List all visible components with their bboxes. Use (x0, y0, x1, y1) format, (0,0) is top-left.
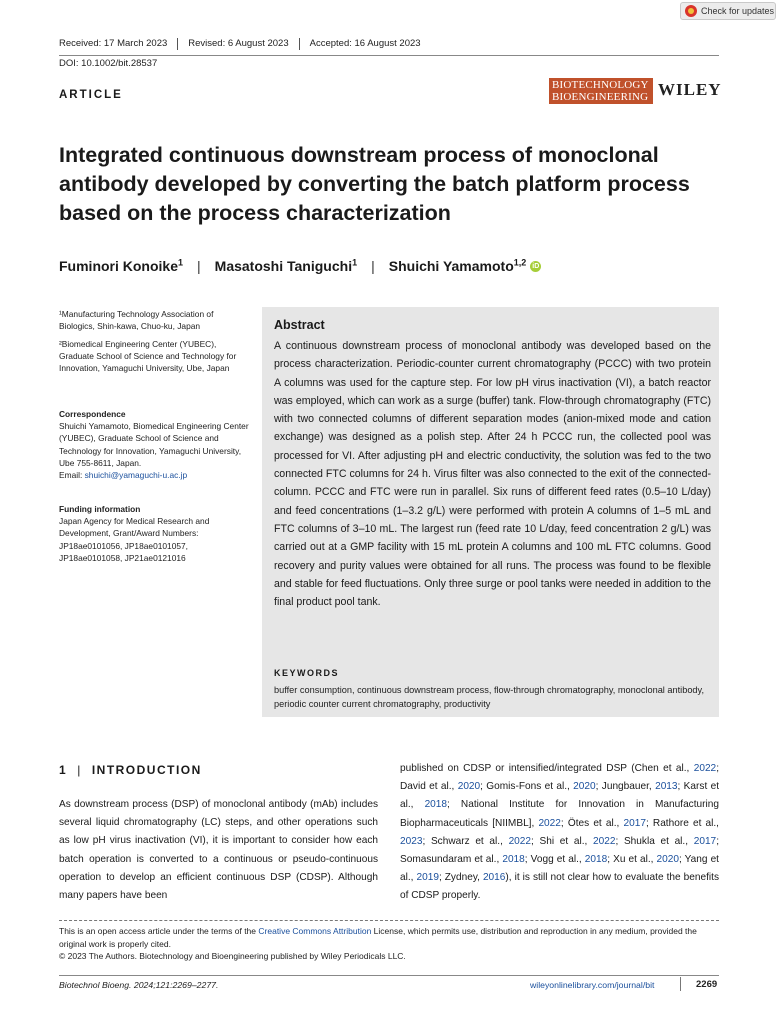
intro-text-segment: ; National Institute for Innovation in Manufacturing Biopharmaceuticals [NIIMBL], (400, 799, 719, 829)
email-label: Email: (59, 470, 85, 481)
intro-text-segment: published on CDSP or intensified/integrated DSP (Chen et al., (400, 763, 694, 774)
journal-citation: Biotechnol Bioeng. 2024;121:2269–2277. (59, 980, 219, 990)
citation-link[interactable]: 2022 (508, 835, 532, 847)
author-1[interactable]: Fuminori Konoike$^1$ (59, 257, 184, 274)
correspondence-block (59, 408, 249, 481)
check-for-updates-label: Check for updates (701, 6, 775, 16)
journal-url-link[interactable]: wileyonlinelibrary.com/journal/bit (530, 980, 655, 990)
accepted-date: Accepted: 16 August 2023 (299, 38, 431, 50)
keywords-heading: KEYWORDS (274, 668, 340, 678)
intro-text-segment: ; Yang et al., (400, 854, 719, 884)
email-link[interactable]: shuichi@yamaguchi-u.ac.jp (84, 470, 188, 481)
intro-text-segment: ; Rathore et al., (645, 817, 719, 829)
intro-text-segment: ; Ötes et al., (560, 817, 624, 829)
intro-text-segment: ; David et al., (400, 763, 719, 793)
intro-text-segment: ), it is still not clear how to evaluate the benefits of CDSP properly. (400, 872, 719, 902)
funding-block (59, 503, 249, 564)
footer-separator (680, 977, 681, 991)
check-for-updates-button[interactable] (680, 2, 776, 20)
abstract-text: A continuous downstream process of monoclonal antibody was developed based on the process characterization. Periodic-counter current chromatography (PCCC) with two protein A columns was used for the capture step. For low pH virus inactivation (VI), a batch reactor was employed, which can work as a surge (buffer) tank. Flow-through chromatography (FTC) with two connected columns of different separation modes (anion-mixed mode and cation exchange) was designed as a polish step. After 24 h PCCC run, the collected pool was processed for VI. After adjusting pH and electric conductivity, the solution was fed to the two connected FTC columns for 24 h. Virus filter was also connected to the exit of the connected-column. PCCC and FTC were run in parallel. Six runs of different feed rates (0.5–10 L/day) and feed concentrations (1–3.2 g/L) were performed with protein A columns of 1–5 mL and FTC columns of 3–10 mL. The largest run (feed rate 10 L/day, feed concentration 2 g/L) was carried out at a GMP facility with 15 mL protein A columns and 100 mL FTC columns. Good recovery and purity values were obtained for all runs. The process was found to be flexible and stable for feed fluctuations. Only three surge or pool tanks were needed in addition to the final product pool tank. (274, 340, 711, 609)
license-text: This is an open access article under the terms of the (59, 926, 259, 936)
abstract-heading: Abstract (274, 318, 325, 332)
citation-link[interactable]: 2020 (457, 781, 481, 793)
intro-text-segment: ; Schwarz et al., (422, 835, 509, 847)
header-divider (59, 55, 719, 56)
article-title: Integrated continuous downstream process of monoclonal antibody developed by converting the batch platform process based on the process characterization (59, 143, 690, 225)
intro-text-segment: ; Somasundaram et al., (400, 835, 719, 866)
revised-date: Revised: 6 August 2023 (177, 38, 298, 50)
author-separator: | (197, 258, 201, 274)
citation-link[interactable]: 2018 (502, 854, 525, 866)
citation-link[interactable]: 2020 (573, 781, 596, 793)
citation-link[interactable]: 2017 (623, 817, 646, 829)
keywords-text: buffer consumption, continuous downstream process, flow-through chromatography, monoclonal antibody, periodic counter current chromatography, productivity (274, 685, 705, 709)
license-footnote (59, 925, 719, 963)
cc-license-link[interactable]: Creative Commons Attribution (258, 926, 372, 936)
citation-link[interactable]: 2019 (416, 872, 439, 884)
journal-logo-line2: BIOENGINEERING (552, 91, 649, 103)
citation-link[interactable]: 2016 (482, 872, 506, 884)
intro-text-segment: ; Karst et al., (400, 781, 719, 811)
intro-text-segment: ; Shukla et al., (615, 835, 694, 847)
page-number: 2269 (696, 979, 718, 990)
correspondence-heading: Correspondence (59, 409, 126, 419)
license-text-end: License, which permits use, distribution and reproduction in any medium, provided the original work is properly cited. (59, 926, 697, 949)
journal-logo (549, 78, 653, 104)
affiliation-1: ¹Manufacturing Technology Association of Biologics, Shin-kawa, Chuo-ku, Japan (59, 309, 214, 332)
intro-heading (59, 763, 202, 777)
citation-link[interactable]: 2017 (693, 835, 717, 847)
citation-link[interactable]: 2018 (584, 854, 608, 866)
author-list (59, 258, 541, 274)
citation-link[interactable]: 2023 (400, 835, 423, 847)
funding-text: Japan Agency for Medical Research and Development, Grant/Award Numbers: JP18ae0101056, JP18ae0101057, JP18ae0101058, JP21ae0121016 (59, 516, 210, 563)
affiliation-2: ²Biomedical Engineering Center (YUBEC), Graduate School of Science and Technology for Innovation, Yamaguchi University, Ube, Japan (59, 339, 237, 374)
correspondence-text: Shuichi Yamamoto, Biomedical Engineering Center (YUBEC), Graduate School of Science and Technology for Innovation, Yamaguchi University, Ube 755-8611, Japan. (59, 421, 249, 468)
publisher-logo: WILEY (658, 80, 722, 99)
journal-logo-line1: BIOTECHNOLOGY (552, 79, 649, 91)
funding-heading: Funding information (59, 504, 141, 514)
citation-link[interactable]: 2022 (593, 835, 616, 847)
doi[interactable]: DOI: 10.1002/bit.28537 (59, 58, 158, 69)
footnote-divider (59, 920, 719, 921)
section-label: ARTICLE (59, 89, 123, 101)
author-3[interactable]: Shuichi Yamamoto$^{1,2}$ (388, 257, 527, 274)
citation-link[interactable]: 2013 (655, 781, 678, 793)
citation-link[interactable]: 2022 (538, 817, 561, 829)
intro-title: INTRODUCTION (91, 763, 202, 777)
intro-text-segment: ; Shi et al., (531, 835, 593, 847)
footer-divider (59, 975, 719, 976)
intro-text-segment: ; Zydney, (438, 872, 483, 884)
intro-number: 1 (59, 763, 68, 777)
intro-text-segment: ; Gomis-Fons et al., (480, 781, 574, 793)
intro-text-segment: ; Vogg et al., (524, 854, 585, 866)
intro-right-column (400, 760, 719, 906)
author-separator: | (371, 258, 375, 274)
intro-separator: | (77, 763, 82, 777)
intro-text-segment: ; Jungbauer, (595, 781, 656, 793)
author-2[interactable]: Masatoshi Taniguchi$^1$ (214, 257, 358, 274)
citation-link[interactable]: 2018 (424, 799, 448, 811)
received-date: Received: 17 March 2023 (59, 38, 168, 49)
orcid-icon[interactable]: iD (532, 262, 540, 270)
crossmark-icon (685, 5, 697, 17)
copyright-text: © 2023 The Authors. Biotechnology and Bioengineering published by Wiley Periodicals LLC. (59, 951, 406, 962)
citation-link[interactable]: 2020 (656, 854, 679, 866)
citation-link[interactable]: 2022 (693, 763, 717, 774)
intro-left-column: As downstream process (DSP) of monoclonal antibody (mAb) includes several liquid chromatography (LC) steps, and other operations such as low pH virus inactivation (VI), it is important to consider how each batch operation is converted to a continuous or pseudo-continuous operation to develop an efficient continuous DSP (CDSP). Although many papers have been (59, 799, 378, 902)
article-dates (59, 38, 431, 50)
intro-text-segment: ; Xu et al., (607, 854, 657, 866)
